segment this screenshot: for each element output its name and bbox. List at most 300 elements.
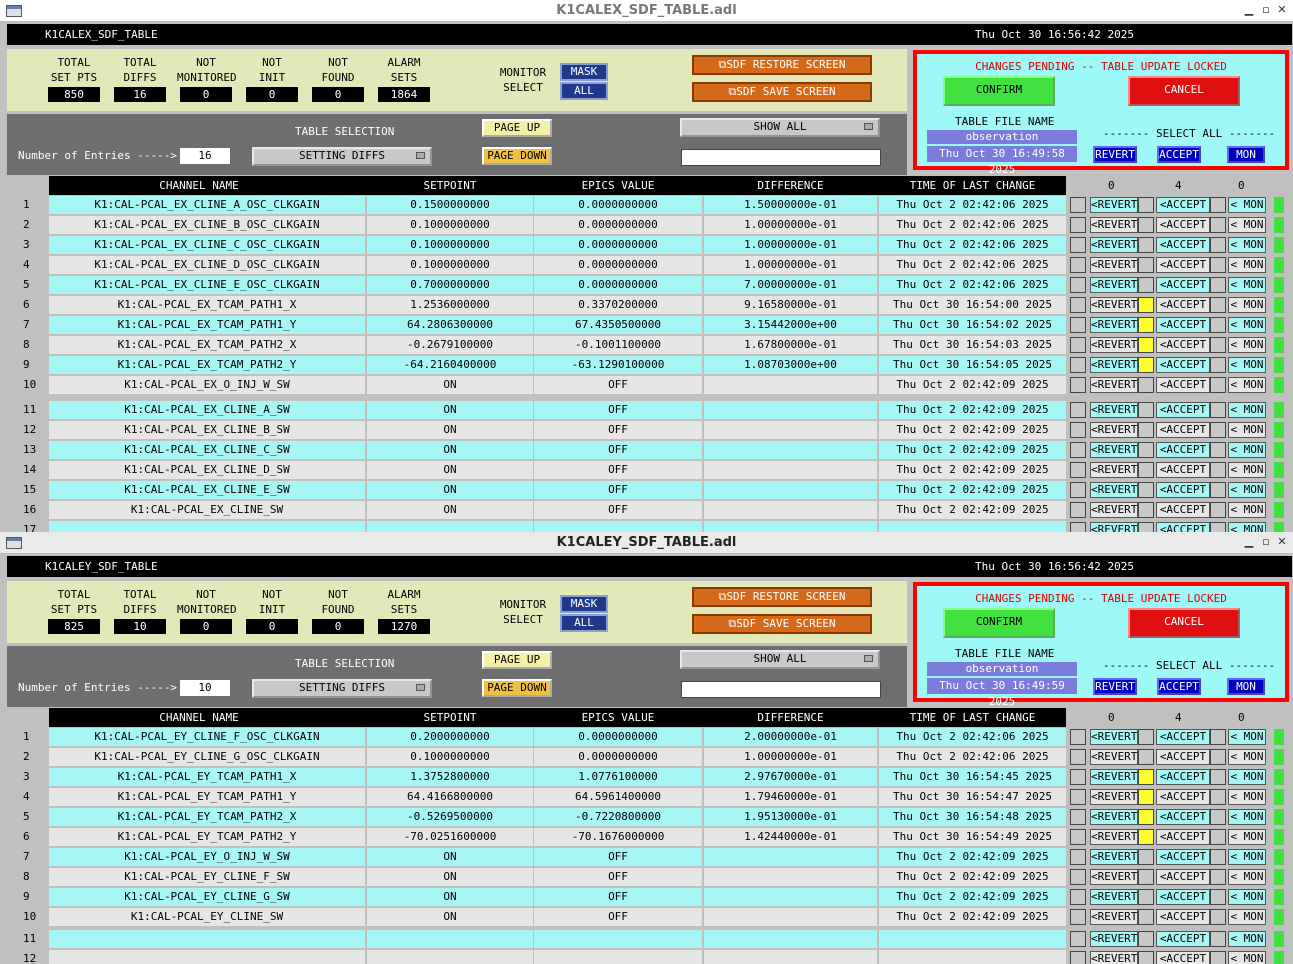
row-accept-button[interactable]: <ACCEPT: [1156, 889, 1210, 905]
revert-checkbox[interactable]: [1070, 197, 1086, 213]
row-revert-button[interactable]: <REVERT: [1091, 810, 1138, 823]
row-mon-button[interactable]: < MON: [1228, 729, 1266, 745]
mon-checkbox[interactable]: [1210, 462, 1226, 478]
mask-button[interactable]: MASK: [560, 63, 608, 81]
row-number: 3: [23, 238, 30, 251]
row-mon-button[interactable]: < MON: [1228, 422, 1266, 438]
accept-checkbox[interactable]: [1138, 337, 1154, 353]
difference-cell: [704, 401, 877, 419]
mon-checkbox[interactable]: [1210, 357, 1226, 373]
time-of-last-change-cell: Thu Oct 30 16:54:05 2025: [879, 356, 1066, 374]
row-revert-button[interactable]: <REVERT: [1090, 522, 1138, 532]
mask-button[interactable]: MASK: [560, 595, 608, 613]
row-mon-button[interactable]: < MON: [1228, 951, 1266, 964]
stat-block: [177, 587, 235, 634]
row-revert-button[interactable]: <REVERT: [1091, 463, 1138, 476]
row-number: 9: [23, 890, 30, 903]
mon-checkbox[interactable]: [1210, 217, 1226, 233]
mon-checkbox[interactable]: [1210, 482, 1226, 498]
accept-checkbox[interactable]: [1138, 789, 1154, 805]
row-mon-button[interactable]: < MON: [1228, 237, 1266, 253]
difference-cell: [704, 888, 877, 906]
row-revert-button[interactable]: <REVERT: [1091, 278, 1138, 291]
mon-checkbox[interactable]: [1210, 769, 1226, 785]
mon-checkbox[interactable]: [1210, 317, 1226, 333]
mon-checkbox[interactable]: [1210, 377, 1226, 393]
mon-checkbox[interactable]: [1210, 931, 1226, 947]
row-accept-button[interactable]: <ACCEPT: [1156, 869, 1210, 885]
revert-checkbox[interactable]: [1070, 482, 1086, 498]
mon-checkbox[interactable]: [1210, 297, 1226, 313]
revert-checkbox[interactable]: [1070, 931, 1086, 947]
revert-checkbox[interactable]: [1070, 729, 1086, 745]
stat-label-1: ALARM: [387, 588, 421, 601]
sdf-restore-screen-button[interactable]: ⧉SDF RESTORE SCREEN: [692, 55, 872, 75]
revert-checkbox[interactable]: [1070, 889, 1086, 905]
mon-checkbox[interactable]: [1210, 277, 1226, 293]
select-all-accept-button[interactable]: ACCEPT: [1157, 678, 1201, 695]
channel-name-cell: K1:CAL-PCAL_EX_CLINE_D_OSC_CLKGAIN: [49, 256, 365, 274]
changes-pending-message: CHANGES PENDING -- TABLE UPDATE LOCKED: [975, 592, 1227, 605]
row-accept-button[interactable]: <ACCEPT: [1156, 462, 1210, 478]
row-mon-button[interactable]: < MON: [1228, 769, 1266, 785]
accept-checkbox[interactable]: [1138, 849, 1154, 865]
select-all-revert-button[interactable]: REVERT: [1093, 678, 1137, 695]
row-accept-button[interactable]: <ACCEPT: [1156, 277, 1210, 293]
accept-checkbox[interactable]: [1138, 749, 1154, 765]
row-number: 8: [23, 338, 30, 351]
revert-checkbox[interactable]: [1070, 377, 1086, 393]
status-indicator: [1274, 729, 1284, 745]
current-datetime: Thu Oct 30 16:56:42 2025: [975, 560, 1134, 573]
row-revert-button[interactable]: <REVERT: [1091, 198, 1138, 211]
window-titlebar[interactable]: [0, 0, 1293, 22]
row-mon-button[interactable]: < MON: [1228, 402, 1266, 418]
page-down-button[interactable]: PAGE DOWN: [482, 147, 552, 165]
row-revert-button[interactable]: <REVERT: [1091, 238, 1138, 251]
row-accept-button[interactable]: <ACCEPT: [1156, 317, 1210, 333]
setpoint-cell: [367, 930, 533, 948]
mon-checkbox[interactable]: [1210, 849, 1226, 865]
page-down-button[interactable]: PAGE DOWN: [482, 679, 552, 697]
setpoint-cell: 0.1000000000: [367, 748, 533, 766]
mon-checkbox[interactable]: [1210, 749, 1226, 765]
row-revert-button[interactable]: <REVERT: [1091, 483, 1138, 496]
accept-checkbox[interactable]: [1138, 197, 1154, 213]
epics-value-cell: OFF: [534, 501, 702, 519]
row-number: 9: [23, 358, 30, 371]
row-controls: [1070, 788, 1286, 806]
setpoint-cell: ON: [367, 421, 533, 439]
mon-checkbox[interactable]: [1210, 522, 1226, 532]
revert-checkbox[interactable]: [1070, 297, 1086, 313]
row-accept-button[interactable]: <ACCEPT: [1156, 951, 1210, 964]
accept-checkbox[interactable]: [1138, 769, 1154, 785]
select-all-mon-button[interactable]: MON: [1227, 146, 1265, 163]
row-accept-button[interactable]: <ACCEPT: [1156, 849, 1210, 865]
number-of-entries-value: 10: [180, 680, 230, 696]
mon-checkbox[interactable]: [1210, 197, 1226, 213]
revert-checkbox[interactable]: [1070, 357, 1086, 373]
status-indicator: [1274, 951, 1284, 964]
epics-value-cell: 1.0776100000: [534, 768, 702, 786]
revert-checkbox[interactable]: [1070, 849, 1086, 865]
mon-checkbox[interactable]: [1210, 869, 1226, 885]
all-button[interactable]: ALL: [560, 82, 608, 100]
difference-cell: 3.15442000e+00: [704, 316, 877, 334]
stat-label-1: NOT: [328, 56, 348, 69]
row-revert-button[interactable]: <REVERT: [1091, 403, 1138, 416]
accept-checkbox[interactable]: [1138, 502, 1154, 518]
accept-checkbox[interactable]: [1138, 829, 1154, 845]
revert-checkbox[interactable]: [1070, 809, 1086, 825]
sdf-save-screen-button[interactable]: ⧉SDF SAVE SCREEN: [692, 82, 872, 102]
difference-cell: 1.67800000e-01: [704, 336, 877, 354]
stats-panel: [7, 49, 907, 111]
stat-value: 825: [48, 619, 100, 634]
table-row: [13, 236, 1066, 254]
row-revert-button[interactable]: <REVERT: [1091, 870, 1138, 883]
row-revert-button[interactable]: <REVERT: [1091, 503, 1138, 516]
row-accept-button[interactable]: <ACCEPT: [1156, 337, 1210, 353]
stat-label-2: SETS: [390, 603, 418, 616]
row-revert-button[interactable]: <REVERT: [1091, 218, 1138, 231]
row-accept-button[interactable]: <ACCEPT: [1156, 357, 1210, 373]
mon-checkbox[interactable]: [1210, 729, 1226, 745]
setpoint-cell: 0.1500000000: [367, 196, 533, 214]
row-revert-button[interactable]: <REVERT: [1091, 298, 1138, 311]
close-icon[interactable]: ✕: [1277, 535, 1287, 548]
accept-checkbox[interactable]: [1138, 237, 1154, 253]
setpoint-cell: 0.7000000000: [367, 276, 533, 294]
confirm-button[interactable]: CONFIRM: [943, 76, 1055, 106]
stat-label-2: DIFFS: [123, 603, 157, 616]
channel-name-cell: K1:CAL-PCAL_EY_CLINE_G_OSC_CLKGAIN: [49, 748, 365, 766]
row-accept-button[interactable]: <ACCEPT: [1156, 769, 1210, 785]
setpoint-cell: 0.1000000000: [367, 256, 533, 274]
row-mon-button[interactable]: < MON: [1228, 789, 1266, 805]
revert-checkbox[interactable]: [1070, 257, 1086, 273]
mon-checkbox[interactable]: [1210, 257, 1226, 273]
accept-checkbox[interactable]: [1138, 951, 1154, 964]
select-all-mon-button[interactable]: MON: [1227, 678, 1265, 695]
row-revert-button[interactable]: <REVERT: [1091, 378, 1138, 391]
revert-checkbox[interactable]: [1070, 749, 1086, 765]
row-mon-button[interactable]: < MON: [1228, 442, 1266, 458]
mon-checkbox[interactable]: [1210, 889, 1226, 905]
revert-checkbox[interactable]: [1070, 502, 1086, 518]
revert-checkbox[interactable]: [1070, 442, 1086, 458]
row-accept-button[interactable]: <ACCEPT: [1156, 909, 1210, 925]
epics-value-cell: OFF: [534, 888, 702, 906]
row-accept-button[interactable]: <ACCEPT: [1156, 402, 1210, 418]
row-revert-button[interactable]: <REVERT: [1091, 358, 1138, 371]
revert-checkbox[interactable]: [1070, 869, 1086, 885]
status-indicator: [1274, 237, 1284, 253]
select-label: SELECT: [503, 81, 543, 94]
row-revert-button[interactable]: <REVERT: [1091, 423, 1138, 436]
row-revert-button[interactable]: <REVERT: [1091, 770, 1138, 783]
difference-cell: 1.95130000e-01: [704, 808, 877, 826]
mon-checkbox[interactable]: [1210, 789, 1226, 805]
row-revert-button[interactable]: <REVERT: [1091, 910, 1138, 923]
page-up-button[interactable]: PAGE UP: [482, 119, 552, 137]
row-mon-button[interactable]: < MON: [1228, 357, 1266, 373]
time-of-last-change-cell: Thu Oct 2 02:42:06 2025: [879, 236, 1066, 254]
revert-checkbox[interactable]: [1070, 277, 1086, 293]
row-number: 1: [23, 730, 30, 743]
row-mon-button[interactable]: < MON: [1228, 462, 1266, 478]
table-selection-menu[interactable]: [252, 147, 432, 166]
time-of-last-change-cell: Thu Oct 30 16:54:03 2025: [879, 336, 1066, 354]
row-accept-button[interactable]: <ACCEPT: [1156, 297, 1210, 313]
channel-name-cell: K1:CAL-PCAL_EY_CLINE_G_SW: [49, 888, 365, 906]
window-titlebar[interactable]: [0, 532, 1293, 554]
setpoint-cell: ON: [367, 868, 533, 886]
row-mon-button[interactable]: < MON: [1228, 849, 1266, 865]
channel-name-cell: [49, 521, 365, 532]
row-mon-button[interactable]: < MON: [1228, 809, 1266, 825]
table-selection-menu[interactable]: [252, 679, 432, 698]
page-up-button[interactable]: PAGE UP: [482, 651, 552, 669]
channel-name-cell: K1:CAL-PCAL_EX_O_INJ_W_SW: [49, 376, 365, 394]
channel-name-cell: K1:CAL-PCAL_EX_CLINE_D_SW: [49, 461, 365, 479]
row-mon-button[interactable]: < MON: [1228, 197, 1266, 213]
accept-checkbox[interactable]: [1138, 909, 1154, 925]
row-mon-button[interactable]: < MON: [1228, 257, 1266, 273]
all-button[interactable]: ALL: [560, 614, 608, 632]
revert-checkbox[interactable]: [1070, 402, 1086, 418]
row-revert-button[interactable]: <REVERT: [1091, 338, 1138, 351]
epics-value-cell: 64.5961400000: [534, 788, 702, 806]
row-mon-button[interactable]: < MON: [1228, 217, 1266, 233]
row-mon-button[interactable]: < MON: [1228, 317, 1266, 333]
row-revert-button[interactable]: <REVERT: [1091, 790, 1138, 803]
epics-value-cell: 0.0000000000: [534, 196, 702, 214]
table-row: [13, 868, 1066, 886]
row-accept-button[interactable]: <ACCEPT: [1156, 442, 1210, 458]
revert-checkbox[interactable]: [1070, 337, 1086, 353]
confirm-button[interactable]: CONFIRM: [943, 608, 1055, 638]
row-accept-button[interactable]: <ACCEPT: [1156, 749, 1210, 765]
show-all-menu[interactable]: [680, 118, 880, 137]
stat-label-1: TOTAL: [123, 588, 157, 601]
channel-name-cell: K1:CAL-PCAL_EX_CLINE_E_SW: [49, 481, 365, 499]
revert-checkbox[interactable]: [1070, 217, 1086, 233]
revert-checkbox[interactable]: [1070, 829, 1086, 845]
accept-checkbox[interactable]: [1138, 809, 1154, 825]
time-of-last-change-cell: Thu Oct 30 16:54:47 2025: [879, 788, 1066, 806]
row-accept-button[interactable]: <ACCEPT: [1156, 197, 1210, 213]
mon-checkbox[interactable]: [1210, 442, 1226, 458]
mon-checkbox[interactable]: [1210, 909, 1226, 925]
row-mon-button[interactable]: < MON: [1228, 889, 1266, 905]
row-accept-button[interactable]: <ACCEPT: [1156, 789, 1210, 805]
table-file-date: Thu Oct 30 16:49:58 2025: [927, 146, 1077, 162]
mon-checkbox[interactable]: [1210, 422, 1226, 438]
row-revert-button[interactable]: <REVERT: [1091, 890, 1138, 903]
accept-checkbox[interactable]: [1138, 889, 1154, 905]
row-number: 11: [23, 932, 37, 945]
row-mon-button[interactable]: < MON: [1228, 909, 1266, 925]
row-accept-button[interactable]: <ACCEPT: [1156, 482, 1210, 498]
row-mon-button[interactable]: < MON: [1228, 931, 1266, 947]
maximize-icon[interactable]: ▫: [1262, 3, 1270, 16]
mon-checkbox[interactable]: [1210, 502, 1226, 518]
row-controls: [1070, 950, 1286, 964]
row-revert-button[interactable]: <REVERT: [1091, 443, 1138, 456]
search-input[interactable]: [681, 149, 881, 166]
revert-checkbox[interactable]: [1070, 951, 1086, 964]
row-controls: [1070, 828, 1286, 846]
time-of-last-change-cell: Thu Oct 2 02:42:09 2025: [879, 421, 1066, 439]
row-mon-button[interactable]: < MON: [1228, 502, 1266, 518]
stat-block: [45, 55, 103, 102]
search-input[interactable]: [681, 681, 881, 698]
row-revert-button[interactable]: <REVERT: [1091, 750, 1138, 763]
column-difference: DIFFERENCE: [757, 711, 824, 724]
revert-checkbox[interactable]: [1070, 789, 1086, 805]
row-revert-button[interactable]: <REVERT: [1091, 258, 1138, 271]
table-selection-label: TABLE SELECTION: [295, 125, 395, 138]
accept-checkbox[interactable]: [1138, 277, 1154, 293]
minimize-icon[interactable]: ▁: [1244, 535, 1254, 548]
accept-checkbox[interactable]: [1138, 317, 1154, 333]
accept-checkbox[interactable]: [1138, 931, 1154, 947]
cancel-button[interactable]: CANCEL: [1128, 76, 1240, 106]
epics-value-cell: -70.1676000000: [534, 828, 702, 846]
epics-value-cell: OFF: [534, 908, 702, 926]
table-row: [13, 216, 1066, 234]
stat-label-2: FOUND: [321, 603, 355, 616]
revert-checkbox[interactable]: [1070, 317, 1086, 333]
row-accept-button[interactable]: <ACCEPT: [1156, 809, 1210, 825]
maximize-icon[interactable]: ▫: [1262, 535, 1270, 548]
status-indicator: [1274, 869, 1284, 885]
row-controls: [1070, 461, 1286, 479]
sdf-restore-screen-button[interactable]: ⧉SDF RESTORE SCREEN: [692, 587, 872, 607]
epics-value-cell: 0.0000000000: [534, 748, 702, 766]
row-accept-button[interactable]: <ACCEPT: [1156, 217, 1210, 233]
row-accept-button[interactable]: <ACCEPT: [1156, 522, 1210, 532]
row-revert-button[interactable]: <REVERT: [1091, 932, 1138, 945]
accept-checkbox[interactable]: [1138, 297, 1154, 313]
select-all-label: ------- SELECT ALL -------: [1103, 127, 1276, 140]
difference-cell: 1.00000000e-01: [704, 748, 877, 766]
accept-checkbox[interactable]: [1138, 217, 1154, 233]
menu-arrow-icon: [416, 684, 425, 691]
setpoint-cell: 1.3752800000: [367, 768, 533, 786]
show-all-value: SHOW ALL: [753, 120, 807, 133]
difference-cell: [704, 950, 877, 964]
table-row: [13, 481, 1066, 499]
accept-checkbox[interactable]: [1138, 869, 1154, 885]
setpoint-cell: 64.2806300000: [367, 316, 533, 334]
row-mon-button[interactable]: < MON: [1228, 829, 1266, 845]
row-accept-button[interactable]: <ACCEPT: [1156, 931, 1210, 947]
row-accept-button[interactable]: <ACCEPT: [1156, 422, 1210, 438]
row-accept-button[interactable]: <ACCEPT: [1156, 729, 1210, 745]
mon-checkbox[interactable]: [1210, 402, 1226, 418]
row-mon-button[interactable]: < MON: [1228, 749, 1266, 765]
revert-checkbox[interactable]: [1070, 909, 1086, 925]
revert-checkbox[interactable]: [1070, 462, 1086, 478]
row-mon-button[interactable]: < MON: [1228, 522, 1266, 532]
stat-label-2: MONITORED: [177, 71, 237, 84]
menu-arrow-icon: [864, 123, 873, 130]
select-label: SELECT: [503, 613, 543, 626]
accept-checkbox[interactable]: [1138, 402, 1154, 418]
time-of-last-change-cell: Thu Oct 2 02:42:06 2025: [879, 748, 1066, 766]
revert-checkbox[interactable]: [1070, 769, 1086, 785]
sdf-save-screen-button[interactable]: ⧉SDF SAVE SCREEN: [692, 614, 872, 634]
row-accept-button[interactable]: <ACCEPT: [1156, 829, 1210, 845]
accept-checkbox[interactable]: [1138, 462, 1154, 478]
cancel-button[interactable]: CANCEL: [1128, 608, 1240, 638]
row-revert-button[interactable]: <REVERT: [1090, 951, 1138, 964]
accept-checkbox[interactable]: [1138, 482, 1154, 498]
row-accept-button[interactable]: <ACCEPT: [1156, 237, 1210, 253]
accept-checkbox[interactable]: [1138, 729, 1154, 745]
row-mon-button[interactable]: < MON: [1228, 277, 1266, 293]
row-mon-button[interactable]: < MON: [1228, 482, 1266, 498]
row-accept-button[interactable]: <ACCEPT: [1156, 502, 1210, 518]
row-mon-button[interactable]: < MON: [1228, 377, 1266, 393]
channel-name-cell: K1:CAL-PCAL_EX_TCAM_PATH1_Y: [49, 316, 365, 334]
select-all-revert-button[interactable]: REVERT: [1093, 146, 1137, 163]
accept-checkbox[interactable]: [1138, 522, 1154, 532]
show-all-menu[interactable]: [680, 650, 880, 669]
revert-checkbox[interactable]: [1070, 522, 1086, 532]
mon-checkbox[interactable]: [1210, 809, 1226, 825]
mon-checkbox[interactable]: [1210, 951, 1226, 964]
row-revert-button[interactable]: <REVERT: [1091, 730, 1138, 743]
row-revert-button[interactable]: <REVERT: [1091, 830, 1138, 843]
row-revert-button[interactable]: <REVERT: [1091, 850, 1138, 863]
accept-checkbox[interactable]: [1138, 357, 1154, 373]
revert-checkbox[interactable]: [1070, 422, 1086, 438]
select-all-accept-button[interactable]: ACCEPT: [1157, 146, 1201, 163]
row-mon-button[interactable]: < MON: [1228, 337, 1266, 353]
status-indicator: [1274, 277, 1284, 293]
mon-count: 0: [1238, 711, 1245, 724]
mon-checkbox[interactable]: [1210, 237, 1226, 253]
accept-checkbox[interactable]: [1138, 442, 1154, 458]
accept-checkbox[interactable]: [1138, 422, 1154, 438]
time-of-last-change-cell: Thu Oct 30 16:54:02 2025: [879, 316, 1066, 334]
status-indicator: [1274, 522, 1284, 532]
row-accept-button[interactable]: <ACCEPT: [1156, 377, 1210, 393]
accept-checkbox[interactable]: [1138, 377, 1154, 393]
row-revert-button[interactable]: <REVERT: [1091, 318, 1138, 331]
time-of-last-change-cell: Thu Oct 2 02:42:09 2025: [879, 848, 1066, 866]
channel-name-cell: K1:CAL-PCAL_EX_CLINE_A_SW: [49, 401, 365, 419]
row-number: 16: [23, 503, 37, 516]
accept-checkbox[interactable]: [1138, 257, 1154, 273]
stat-label-1: TOTAL: [57, 588, 91, 601]
row-mon-button[interactable]: < MON: [1228, 297, 1266, 313]
table-column-header: [49, 176, 1066, 195]
revert-checkbox[interactable]: [1070, 237, 1086, 253]
minimize-icon[interactable]: ▁: [1244, 3, 1254, 16]
row-accept-button[interactable]: <ACCEPT: [1156, 257, 1210, 273]
row-mon-button[interactable]: < MON: [1228, 869, 1266, 885]
table-selection-panel: [7, 646, 907, 707]
mon-checkbox[interactable]: [1210, 829, 1226, 845]
row-number: 2: [23, 218, 30, 231]
close-icon[interactable]: ✕: [1277, 3, 1287, 16]
mon-checkbox[interactable]: [1210, 337, 1226, 353]
